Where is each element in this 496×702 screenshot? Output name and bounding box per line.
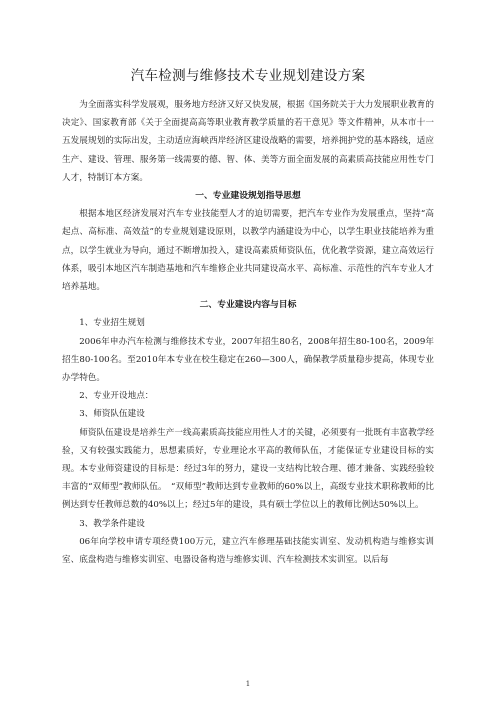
section-1-paragraph: 根据本地区经济发展对汽车专业技能型人才的迫切需要，把汽车专业作为发展重点，坚持“高起点、高标准、高效益”的专业规划建设原则，以教学内涵建设为中心，以学生职业技能培养为重点，以学生就业为导向，通过不断增加投入，建设高素质师资队伍，优化教学资源，建立高效运行体系，吸引本地区汽车制造基地和汽车维修企业共同建设高水平、高标准、示范性的汽车专业人才培养基地。 [62,209,434,293]
page-number: 1 [245,680,251,688]
item-3-heading: 3、师资队伍建设 [79,409,145,420]
document-title: 汽车检测与维修技术专业规划建设方案 [130,68,366,84]
intro-paragraph: 为全面落实科学发展观，服务地方经济又好又快发展，根据《国务院关于大力发展职业教育的决定》、国家教育部《关于全面提高高等职业教育教学质量的若干意见》等文件精神，从本市十一五发展规划的实际出发，主动适应海峡西岸经济区建设战略的需要，培养拥护党的基本路线，适应生产、建设、管理、服务第一线需要的德、智、体、美等方面全面发展的高素质高技能应用性专门人才，特制订本方案。 [62,100,434,183]
item-1-heading: 1、专业招生规划 [79,318,145,329]
section-heading-2: 二、专业建设内容与目标 [199,300,297,311]
item-3-paragraph: 师资队伍建设是培养生产一线高素质高技能应用性人才的关键，必须要有一批既有丰富教学经验，又有较强实践能力，思想素质好，专业理论水平高的教师队伍，才能保证专业建设目标的实现。本专业师资建设的目标是：经过3年的努力，建设一支结构比较合理、德才兼备、实践经验较丰富的“双师型”教师队伍。 “双师型”教师达到专业教师的60%以上，高级专业技术职称教师的比例达到专任教师总数的40%以上；经过5年的建设，具有硕士学位以上的教师比例达50%以上。 [62,427,434,511]
section-heading-1: 一、专业建设规划指导思想 [195,191,301,202]
item-4-heading: 3、教学条件建设 [79,518,145,529]
item-2-heading: 2、专业开设地点： [79,391,154,402]
item-4-paragraph: 06年向学校申请专项经费100万元，建立汽车修理基础技能实训室、发动机构造与维修实训室、底盘构造与维修实训室、电器设备构造与维修实训、汽车检测技术实训室。以后每 [62,536,434,566]
document-body [62,96,434,569]
item-1-paragraph: 2006年申办汽车检测与维修技术专业，2007年招生80名，2008年招生80-100名，2009年招生80-100名。至2010年本专业在校生稳定在260—300人，确保教学质量稳步提高，体现专业办学特色。 [62,336,434,384]
